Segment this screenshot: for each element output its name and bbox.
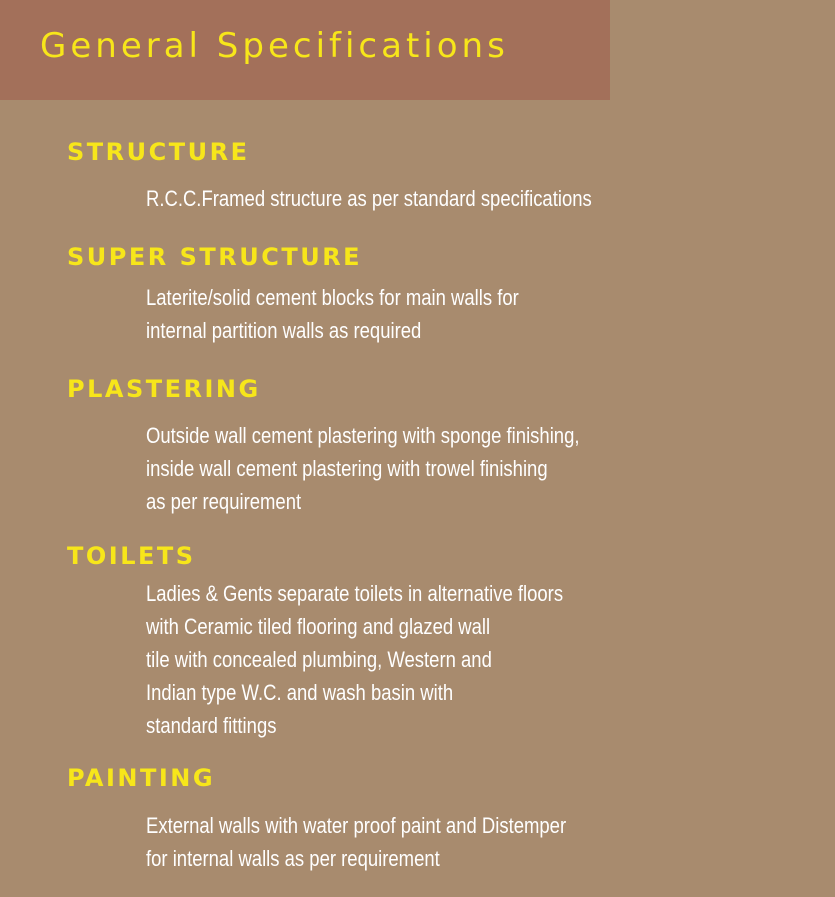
section-text-structure (146, 182, 592, 215)
section-heading-super-structure: SUPER STRUCTURE (67, 243, 363, 271)
section-text-line: R.C.C.Framed structure as per standard specifications (146, 186, 592, 211)
title-banner (0, 0, 610, 100)
section-text-line: Ladies & Gents separate toilets in alternative floors (146, 581, 564, 606)
page-title: General Specifications (40, 26, 509, 66)
section-text-line: for internal walls as per requirement (146, 846, 440, 871)
section-text-line: Indian type W.C. and wash basin with (146, 680, 454, 705)
section-text-line: as per requirement (146, 489, 302, 514)
section-heading-plastering: PLASTERING (67, 375, 261, 403)
section-text-toilets (146, 577, 563, 742)
section-text-super-structure (146, 281, 519, 347)
section-heading-structure: STRUCTURE (67, 138, 250, 166)
section-text-line: Laterite/solid cement blocks for main walls for (146, 285, 519, 310)
section-text-line: with Ceramic tiled flooring and glazed wall (146, 614, 491, 639)
section-text-plastering (146, 419, 579, 518)
section-text-line: inside wall cement plastering with trowel finishing (146, 456, 548, 481)
section-heading-painting: PAINTING (67, 764, 216, 792)
section-text-line: Outside wall cement plastering with sponge finishing, (146, 423, 580, 448)
section-heading-toilets: TOILETS (67, 542, 196, 570)
section-text-painting (146, 809, 566, 875)
section-text-line: tile with concealed plumbing, Western and (146, 647, 492, 672)
section-text-line: standard fittings (146, 713, 277, 738)
section-text-line: External walls with water proof paint and Distemper (146, 813, 567, 838)
section-text-line: internal partition walls as required (146, 318, 422, 343)
